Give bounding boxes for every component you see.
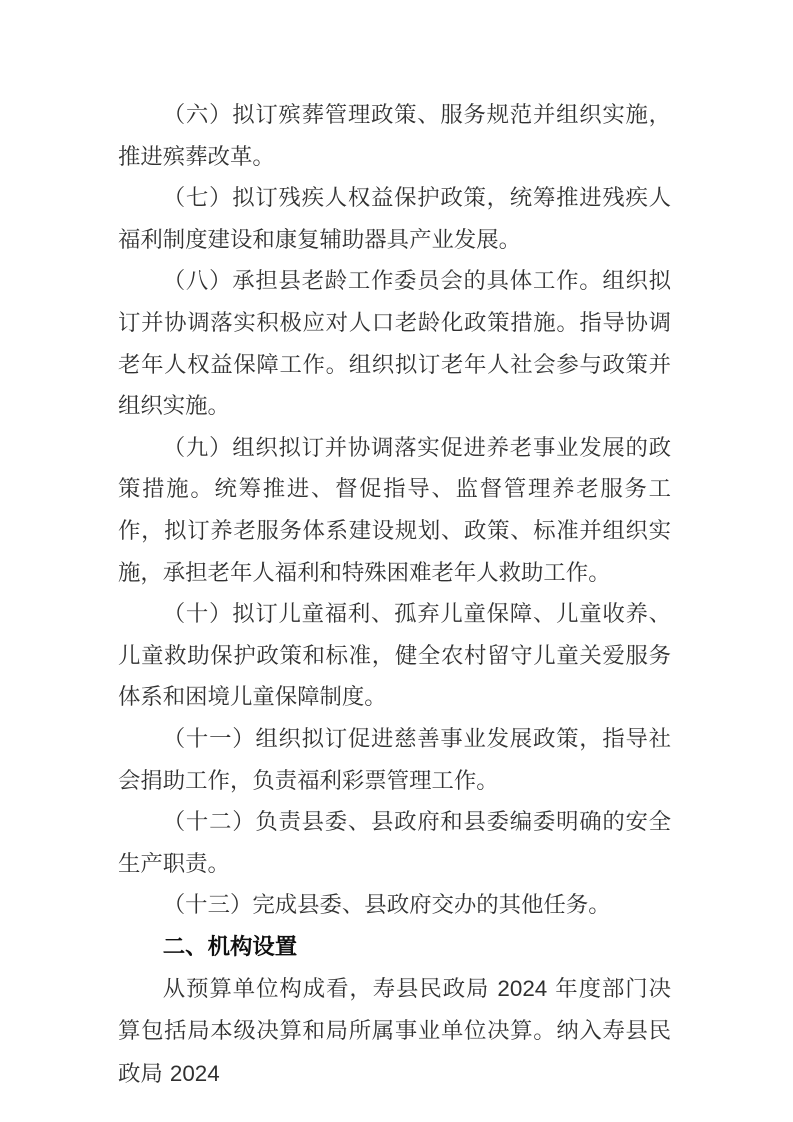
body-paragraph-budget-units [118,968,671,1095]
clause-paragraph-12: （十二）负责县委、县政府和县委编委明确的安全生产职责。 [118,809,671,877]
clause-paragraph-8: （八）承担县老龄工作委员会的具体工作。组织拟订并协调落实积极应对人口老龄化政策措施。指导协调老年人权益保障工作。组织拟订老年人社会参与政策并组织实施。 [118,268,671,420]
clause-paragraph-9: （九）组织拟订并协调落实促进养老事业发展的政策措施。统筹推进、督促指导、监督管理养老服务工作，拟订养老服务体系建设规划、政策、标准并组织实施，承担老年人福利和特殊困难老年人救助工作。 [118,434,671,586]
clause-paragraph-6: （六）拟订殡葬管理政策、服务规范并组织实施，推进殡葬改革。 [118,102,671,170]
body-paragraph-text: 年度部门决算包括局本级决算和局所属事业单位决算。纳入寿县民政局 [118,976,671,1087]
body-paragraph-text: 从预算单位构成看，寿县民政局 [162,976,498,1003]
clause-paragraph-10: （十）拟订儿童福利、孤弃儿童保障、儿童收养、儿童救助保护政策和标准，健全农村留守儿童关爱服务体系和困境儿童保障制度。 [118,601,671,711]
clause-paragraph-7: （七）拟订残疾人权益保护政策，统筹推进残疾人福利制度建设和康复辅助器具产业发展。 [118,185,671,253]
document-page [118,95,671,1095]
section-heading-organization: 二、机构设置 [162,933,298,960]
year-value: 2024 [169,1060,220,1086]
clause-paragraph-11: （十一）组织拟订促进慈善事业发展政策，指导社会捐助工作，负责福利彩票管理工作。 [118,725,671,794]
clause-paragraph-13: （十三）完成县委、县政府交办的其他任务。 [162,892,611,919]
year-value: 2024 [497,976,548,1002]
